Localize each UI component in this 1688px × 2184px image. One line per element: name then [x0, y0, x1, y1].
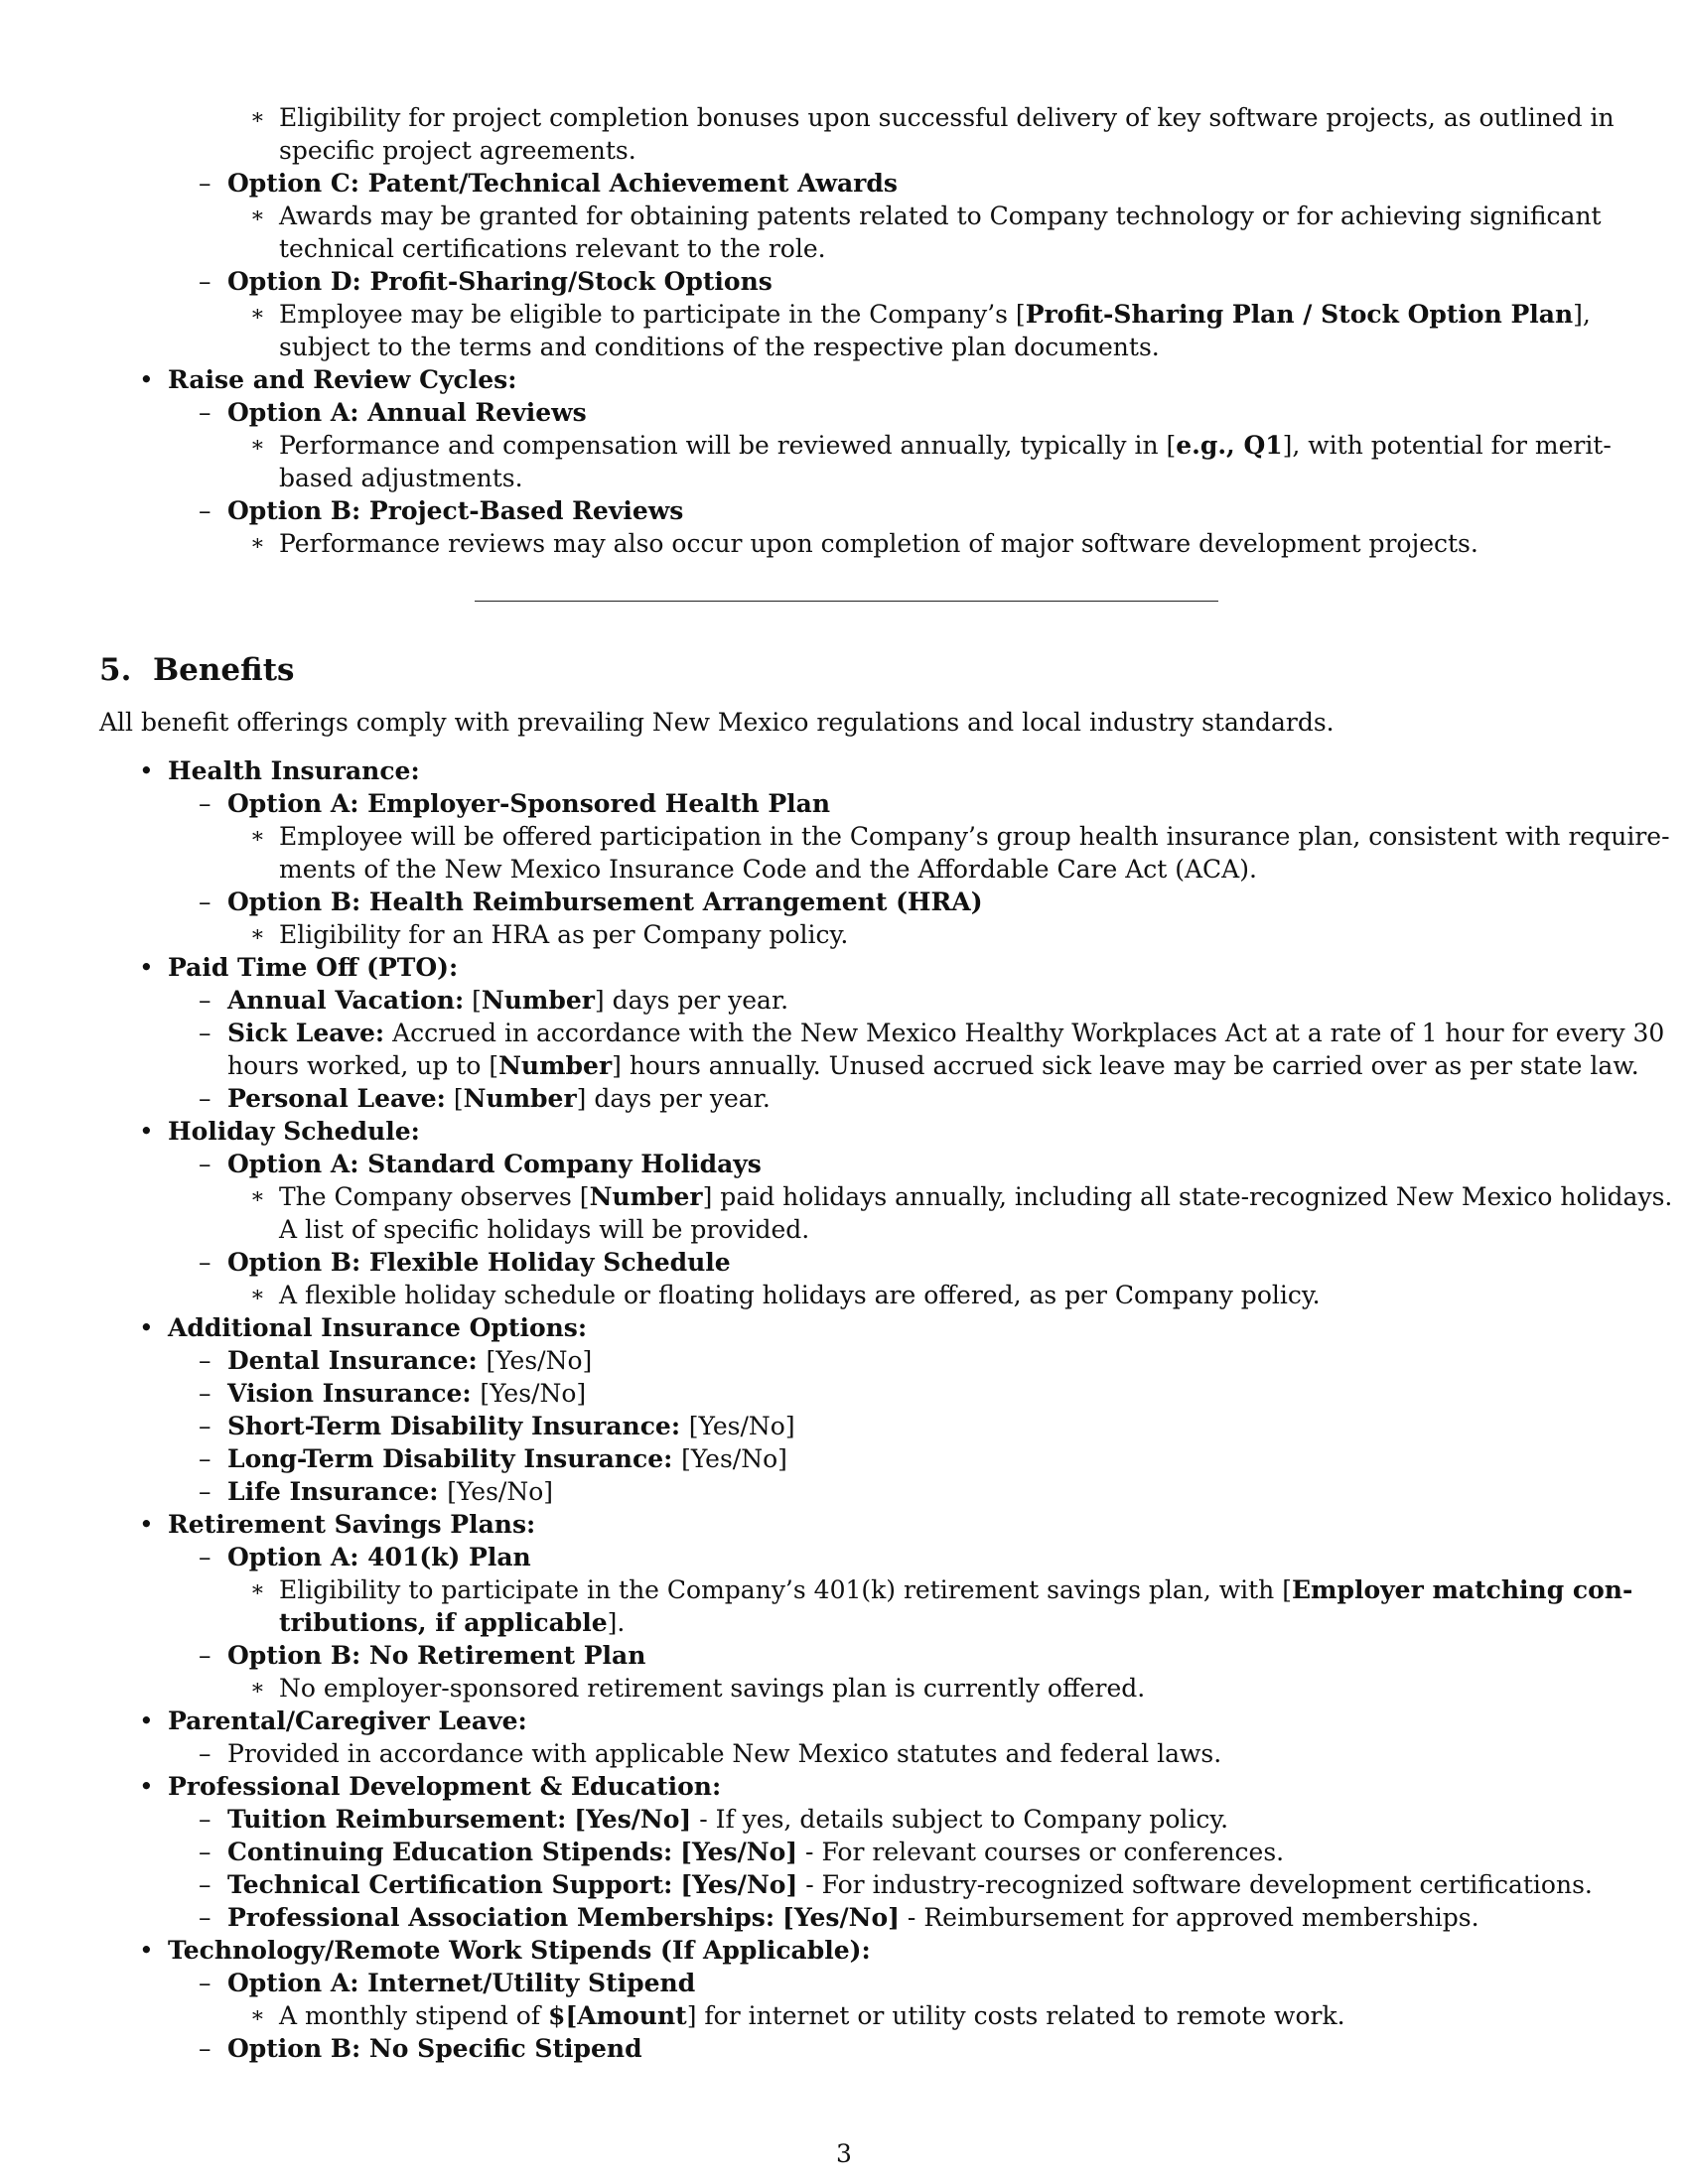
retirement-match-part1: Employer matching con-	[1291, 1575, 1633, 1604]
holiday-a-line1-a: The Company observes [	[279, 1182, 590, 1211]
health-option-a-line1: Employee will be offered participation in the Company’s group health insurance plan, consistent with require-	[279, 822, 1670, 851]
dash-marker: –	[199, 2034, 211, 2063]
dash-marker: –	[199, 496, 211, 525]
bullet-marker: •	[139, 1772, 154, 1801]
dash-marker: –	[199, 1903, 211, 1932]
dash-marker: –	[199, 1084, 211, 1113]
insurance-item-value: [Yes/No]	[447, 1477, 553, 1506]
stipend-a-line1-c: ] for internet or utility costs related to remote work.	[686, 2001, 1345, 2030]
insurance-item-label: Short-Term Disability Insurance:	[227, 1412, 681, 1440]
pto-sick-line2	[227, 1049, 1639, 1082]
health-insurance-title: Health Insurance:	[168, 756, 420, 785]
holiday-option-a-title: Option A: Standard Company Holidays	[227, 1150, 762, 1178]
insurance-item-value: [Yes/No]	[480, 1379, 587, 1408]
sick-label: Sick Leave:	[227, 1019, 385, 1047]
asterisk-marker: ∗	[250, 922, 265, 947]
holiday-option-b-title: Option B: Flexible Holiday Schedule	[227, 1248, 731, 1277]
asterisk-marker: ∗	[250, 1577, 265, 1602]
dash-marker: –	[199, 1969, 211, 1997]
sick-text2a: hours worked, up to [	[227, 1051, 499, 1080]
development-item-value: [Yes/No]	[680, 1838, 798, 1866]
stipend-option-a-line1	[279, 1999, 1345, 2032]
holiday-option-b-line1: A flexible holiday schedule or floating holidays are offered, as per Company policy.	[279, 1281, 1321, 1309]
dash-marker: –	[199, 1838, 211, 1866]
holiday-a-line1-c: ] paid holidays annually, including all state-recognized New Mexico holidays.	[702, 1182, 1673, 1211]
bullet-marker: •	[139, 953, 154, 982]
development-item-value: [Yes/No]	[680, 1870, 798, 1899]
development-item-label: Tuition Reimbursement:	[227, 1805, 567, 1834]
annual-line1-a: Performance and compensation will be reviewed annually, typically in [	[279, 431, 1177, 460]
stipend-a-line1-a: A monthly stipend of	[279, 2001, 549, 2030]
project-reviews-line1: Performance reviews may also occur upon completion of major software development projects.	[279, 529, 1478, 558]
asterisk-marker: ∗	[250, 302, 265, 327]
dash-marker: –	[199, 1346, 211, 1375]
bullet-marker: •	[139, 1117, 154, 1146]
development-item-note: - For relevant courses or conferences.	[797, 1838, 1285, 1866]
dash-marker: –	[199, 267, 211, 296]
personal-pre: [	[445, 1084, 464, 1113]
personal-label: Personal Leave:	[227, 1084, 446, 1113]
option-d-line1-c: ],	[1573, 300, 1591, 329]
sick-text2c: ] hours annually. Unused accrued sick leave may be carried over as per state law.	[612, 1051, 1639, 1080]
page-number: 3	[836, 2139, 852, 2168]
section-title: Benefits	[152, 652, 295, 688]
development-item-label: Technical Certification Support:	[227, 1870, 673, 1899]
retirement-option-a-line2	[279, 1606, 625, 1639]
dash-marker: –	[199, 1019, 211, 1047]
pto-vacation	[227, 984, 788, 1017]
stipend-option-a-title: Option A: Internet/Utility Stipend	[227, 1969, 696, 1997]
dash-marker: –	[199, 887, 211, 916]
pto-personal	[227, 1082, 771, 1115]
stipend-amount: $[Amount	[548, 2001, 687, 2030]
holiday-option-a-line2: A list of specific holidays will be provided.	[279, 1215, 810, 1244]
health-option-a-title: Option A: Employer-Sponsored Health Plan	[227, 789, 831, 818]
sick-text1: Accrued in accordance with the New Mexico Healthy Workplaces Act at a rate of 1 hour for every 30	[384, 1019, 1665, 1047]
annual-reviews-line1	[279, 429, 1612, 462]
asterisk-marker: ∗	[250, 824, 265, 849]
dash-marker: –	[199, 1412, 211, 1440]
development-item-label: Professional Association Memberships:	[227, 1903, 775, 1932]
section-heading	[99, 650, 294, 690]
insurance-item-value: [Yes/No]	[486, 1346, 593, 1375]
option-d-line1	[279, 298, 1591, 331]
insurance-item-value: [Yes/No]	[688, 1412, 795, 1440]
option-c-line2: technical certifications relevant to the role.	[279, 234, 826, 263]
insurance-item	[227, 1442, 787, 1475]
pto-title: Paid Time Off (PTO):	[168, 953, 459, 982]
annual-reviews-title: Option A: Annual Reviews	[227, 398, 587, 427]
annual-quarter: e.g., Q1	[1176, 431, 1283, 460]
personal-post: ] days per year.	[576, 1084, 771, 1113]
development-item-note: - If yes, details subject to Company policy.	[691, 1805, 1229, 1834]
insurance-item-label: Dental Insurance:	[227, 1346, 478, 1375]
insurance-item	[227, 1377, 586, 1410]
dash-marker: –	[199, 1543, 211, 1571]
retirement-a-line1-a: Eligibility to participate in the Company’s 401(k) retirement savings plan, with [	[279, 1575, 1292, 1604]
stipend-option-b-title: Option B: No Specific Stipend	[227, 2034, 642, 2063]
development-item-value: [Yes/No]	[782, 1903, 900, 1932]
raise-review-title: Raise and Review Cycles:	[168, 365, 517, 394]
bonus-text-line1: Eligibility for project completion bonuses upon successful delivery of key software projects, as outlined in	[279, 103, 1615, 132]
option-d-plan: Profit-Sharing Plan / Stock Option Plan	[1025, 300, 1574, 329]
health-option-b-line1: Eligibility for an HRA as per Company policy.	[279, 920, 849, 949]
asterisk-marker: ∗	[250, 433, 265, 458]
dash-marker: –	[199, 398, 211, 427]
holiday-title: Holiday Schedule:	[168, 1117, 420, 1146]
insurance-item	[227, 1410, 795, 1442]
insurance-item	[227, 1475, 553, 1508]
bullet-marker: •	[139, 756, 154, 785]
section-intro: All benefit offerings comply with prevailing New Mexico regulations and local industry standards.	[99, 708, 1335, 737]
vacation-post: ] days per year.	[594, 986, 789, 1015]
asterisk-marker: ∗	[250, 531, 265, 556]
bullet-marker: •	[139, 1706, 154, 1735]
development-item	[227, 1868, 1593, 1901]
development-item	[227, 1901, 1479, 1934]
dash-marker: –	[199, 169, 211, 198]
asterisk-marker: ∗	[250, 1676, 265, 1701]
bonus-text-line2: specific project agreements.	[279, 136, 636, 165]
insurance-item-label: Long-Term Disability Insurance:	[227, 1444, 673, 1473]
holiday-number: Number	[589, 1182, 703, 1211]
dash-marker: –	[199, 1739, 211, 1768]
retirement-option-b-title: Option B: No Retirement Plan	[227, 1641, 646, 1670]
section-divider	[475, 601, 1218, 602]
vacation-pre: [	[464, 986, 482, 1015]
dash-marker: –	[199, 1870, 211, 1899]
insurance-item-value: [Yes/No]	[681, 1444, 787, 1473]
stipend-title: Technology/Remote Work Stipends (If Applicable):	[168, 1936, 871, 1965]
development-item	[227, 1803, 1228, 1836]
annual-reviews-line2: based adjustments.	[279, 464, 523, 492]
development-item-note: - Reimbursement for approved memberships.	[899, 1903, 1479, 1932]
dash-marker: –	[199, 1379, 211, 1408]
annual-line1-c: ], with potential for merit-	[1282, 431, 1612, 460]
parental-line1: Provided in accordance with applicable New Mexico statutes and federal laws.	[227, 1739, 1222, 1768]
retirement-option-a-title: Option A: 401(k) Plan	[227, 1543, 531, 1571]
sick-number: Number	[498, 1051, 613, 1080]
insurance-item-label: Vision Insurance:	[227, 1379, 472, 1408]
dash-marker: –	[199, 986, 211, 1015]
development-title: Professional Development & Education:	[168, 1772, 722, 1801]
vacation-label: Annual Vacation:	[227, 986, 465, 1015]
dash-marker: –	[199, 1444, 211, 1473]
bullet-marker: •	[139, 1510, 154, 1539]
retirement-option-b-line1: No employer-sponsored retirement savings plan is currently offered.	[279, 1674, 1146, 1703]
option-c-title: Option C: Patent/Technical Achievement Awards	[227, 169, 898, 198]
development-item	[227, 1836, 1284, 1868]
health-option-b-title: Option B: Health Reimbursement Arrangement (HRA)	[227, 887, 983, 916]
holiday-option-a-line1	[279, 1180, 1672, 1213]
insurance-item	[227, 1344, 592, 1377]
parental-title: Parental/Caregiver Leave:	[168, 1706, 527, 1735]
option-c-line1: Awards may be granted for obtaining patents related to Company technology or for achieving significant	[279, 202, 1602, 230]
retirement-option-a-line1	[279, 1573, 1633, 1606]
project-reviews-title: Option B: Project-Based Reviews	[227, 496, 684, 525]
asterisk-marker: ∗	[250, 1283, 265, 1307]
development-item-label: Continuing Education Stipends:	[227, 1838, 673, 1866]
dash-marker: –	[199, 1150, 211, 1178]
retirement-a-line2-b: ].	[607, 1608, 626, 1637]
retirement-title: Retirement Savings Plans:	[168, 1510, 536, 1539]
dash-marker: –	[199, 1641, 211, 1670]
pto-sick-line1	[227, 1017, 1665, 1049]
asterisk-marker: ∗	[250, 1184, 265, 1209]
bullet-marker: •	[139, 365, 154, 394]
health-option-a-line2: ments of the New Mexico Insurance Code and the Affordable Care Act (ACA).	[279, 855, 1257, 884]
vacation-number: Number	[481, 986, 595, 1015]
retirement-match-part2: tributions, if applicable	[279, 1608, 608, 1637]
option-d-line1-a: Employee may be eligible to participate in the Company’s [	[279, 300, 1026, 329]
dash-marker: –	[199, 1805, 211, 1834]
option-d-line2: subject to the terms and conditions of the respective plan documents.	[279, 333, 1160, 361]
insurance-item-label: Life Insurance:	[227, 1477, 439, 1506]
asterisk-marker: ∗	[250, 105, 265, 130]
asterisk-marker: ∗	[250, 204, 265, 228]
development-item-note: - For industry-recognized software development certifications.	[797, 1870, 1593, 1899]
dash-marker: –	[199, 789, 211, 818]
development-item-value: [Yes/No]	[574, 1805, 692, 1834]
option-d-title: Option D: Profit-Sharing/Stock Options	[227, 267, 773, 296]
dash-marker: –	[199, 1248, 211, 1277]
dash-marker: –	[199, 1477, 211, 1506]
asterisk-marker: ∗	[250, 2003, 265, 2028]
bullet-marker: •	[139, 1313, 154, 1342]
section-number: 5.	[99, 652, 132, 688]
insurance-title: Additional Insurance Options:	[168, 1313, 588, 1342]
bullet-marker: •	[139, 1936, 154, 1965]
personal-number: Number	[463, 1084, 577, 1113]
